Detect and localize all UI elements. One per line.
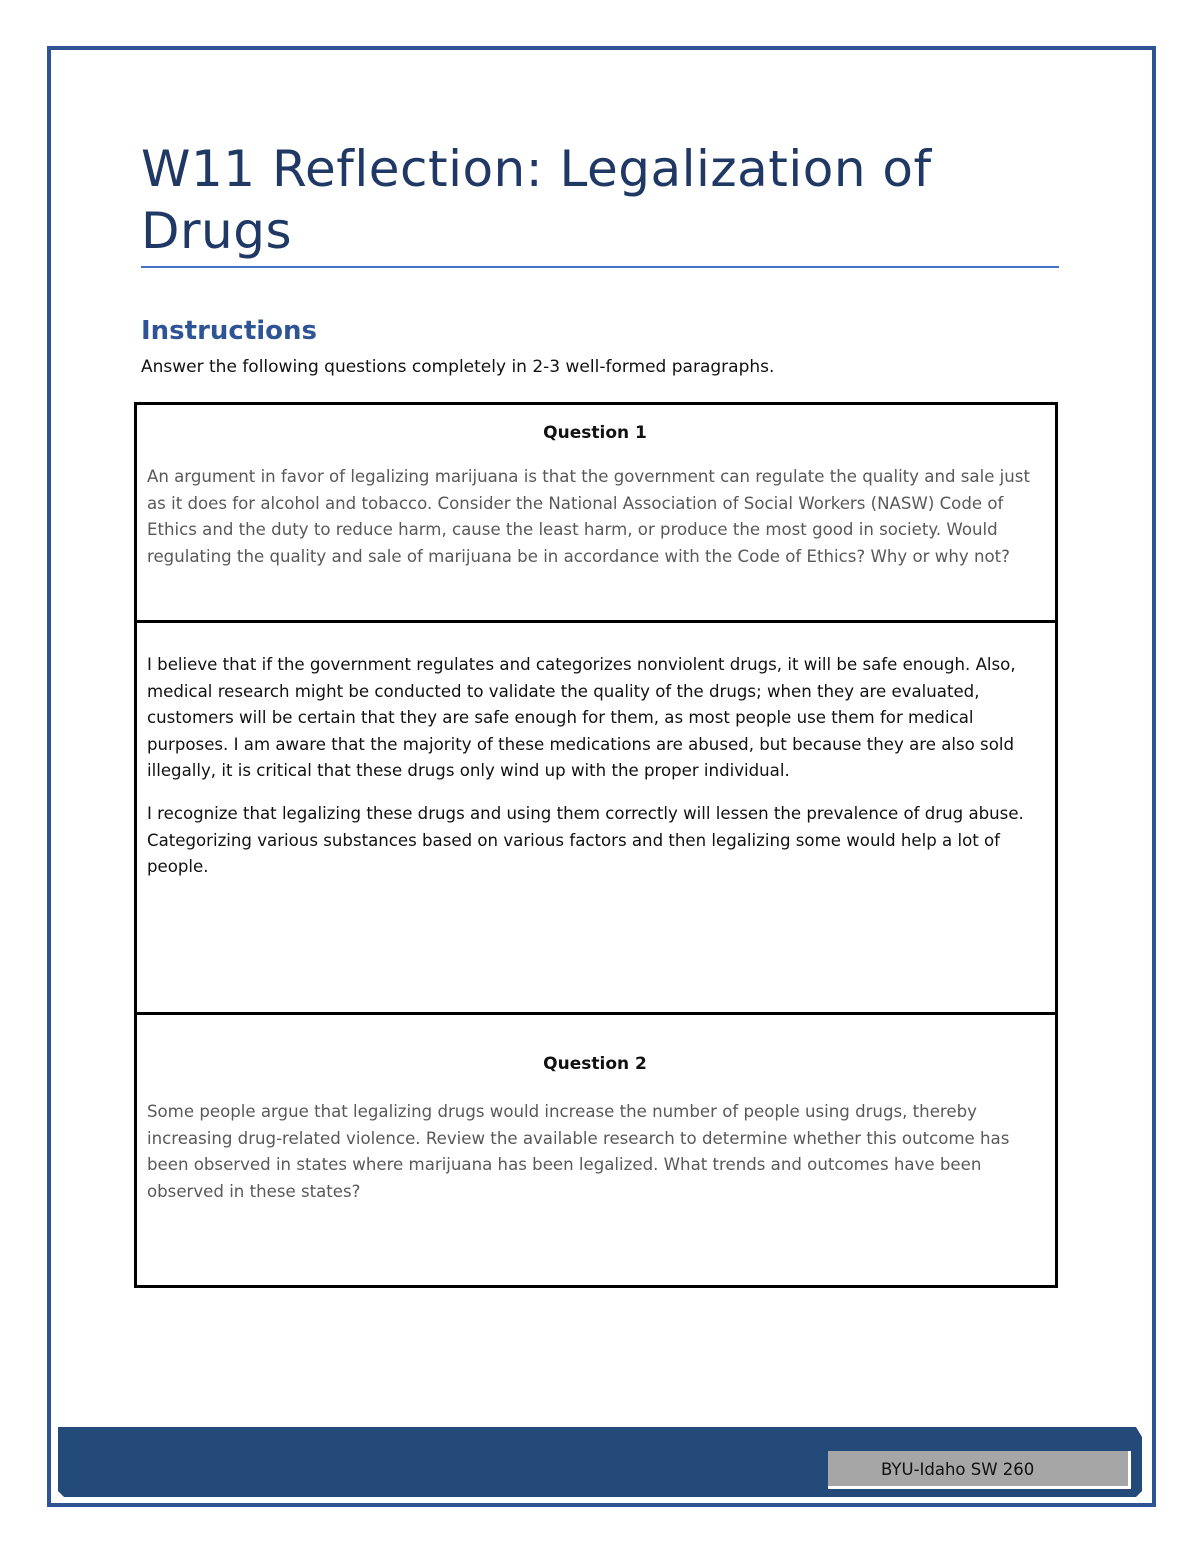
- question-2-heading: Question 2: [543, 1054, 647, 1074]
- question-1-cell: [137, 405, 1055, 623]
- document-title: W11 Reflection: Legalization of Drugs: [141, 140, 932, 260]
- footer-course-label: BYU-Idaho SW 260: [881, 1460, 1035, 1479]
- answer-1-cell[interactable]: [137, 623, 1055, 1015]
- question-1-heading: Question 1: [543, 423, 647, 443]
- answer-1-paragraph-2: I recognize that legalizing these drugs and using them correctly will lessen the prevalence of drug abuse. Categorizing various substances based on various factors and then legalizing some would help a lot of people.: [147, 803, 1024, 877]
- questions-table: [134, 402, 1058, 1288]
- instructions-heading: Instructions: [141, 316, 318, 346]
- question-1-prompt: An argument in favor of legalizing marijuana is that the government can regulate the quality and sale just as it does for alcohol and tobacco. Consider the National Association of Social Workers (NASW) Code of Ethics and the duty to reduce harm, cause the least harm, or produce the most good in society. Would regulating the quality and sale of marijuana be in accordance with the Code of Ethics? Why or why not?: [147, 467, 1030, 566]
- question-2-prompt: Some people argue that legalizing drugs would increase the number of people using drugs, thereby increasing drug-related violence. Review the available research to determine whether this outcome has been observed in states where marijuana has been legalized. What trends and outcomes have been observed in these states?: [147, 1102, 1010, 1201]
- answer-1-paragraph-1: I believe that if the government regulates and categorizes nonviolent drugs, it will be safe enough. Also, medical research might be conducted to validate the quality of the drugs; when they are evaluated, customers will be certain that they are safe enough for them, as most people use them for medical purposes. I am aware that the majority of these medications are abused, but because they are also sold illegally, it is critical that these drugs only wind up with the proper individual.: [147, 655, 1016, 781]
- title-underline: [141, 266, 1059, 268]
- instructions-text: Answer the following questions completely in 2-3 well-formed paragraphs.: [141, 357, 775, 377]
- footer-badge: [828, 1451, 1131, 1489]
- question-2-cell: [137, 1015, 1055, 1285]
